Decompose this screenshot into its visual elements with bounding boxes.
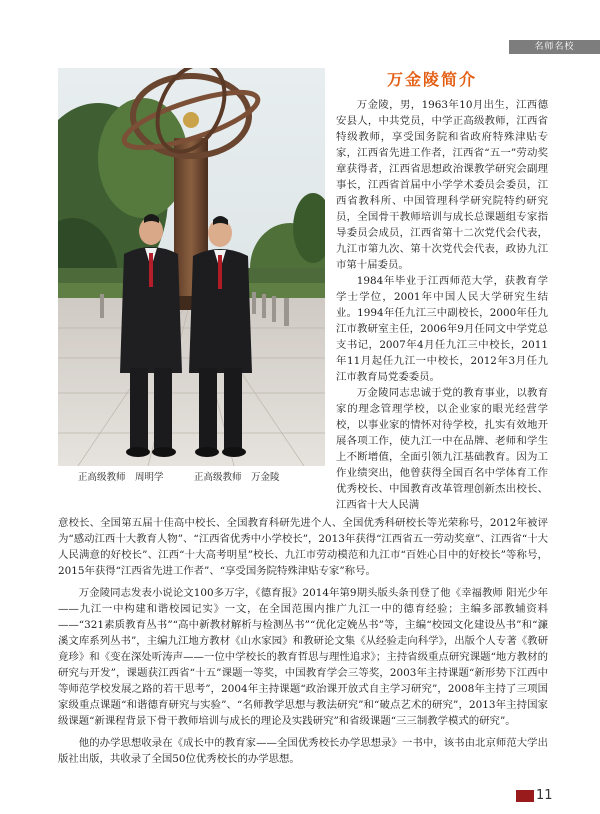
full-width-text [58,515,548,767]
caption-right: 正高级教师 万金陵 [194,472,280,483]
portrait-photo [58,68,325,466]
paragraph-honors: 意校长、全国第五届十佳高中校长、全国教育科研先进个人、全国优秀科研校长等光荣称号，2012年被评为“感动江西十大教育人物”、“江西省优秀中小学校长”，2013年获得“江西省五一劳动奖章”、江西省“十大人民满意的好校长”、江西“十大高考明星”校长、九江市劳动模范和九江市“百姓心目中的好校长”等称号，2015年获得“江西省先进工作者”、“享受国务院特殊津贴专家”称号。 [58,517,548,577]
caption-left: 正高级教师 周明学 [78,472,164,483]
paragraph-publications: 万金陵同志发表小说论文100多万字，《德育报》2014年第9期头版头条刊登了他《幸福教师 阳光少年——九江一中构建和谐校园记实》一文，在全国范围内推广九江一中的德育经验；主编多部教辅资料——“321素质教育丛书”“高中新教材解析与检测丛书”“优化定娩丛书”等，主编“校园文化建设丛书”和“濂溪文库系列丛书”，主编九江地方教材《山水家园》和教研论文集《从经验走向科学》，出版个人专著《教研竟珍》和《变在深处听涛声——一位中学校长的教育哲思与理性追求》；主持省级重点研究课题“地方教材的研究与开发”，课题获江西省“十五”课题一等奖，中国教育学会三等奖，2003年主持课题“新形势下江西中等师范学校发展之路的若干思考”，2004年主持课题“政治课开放式自主学习研究”，2008年主持了三项国家级重点课题“和谐德育研究与实验”、“名师教学思想与教法研究”和“破点艺术的研究”，2013年主持国家级课题“新课程背景下骨干教师培训与成长的理论及实践研究”和省级课题“三三制教学模式的研究”。 [58,587,548,727]
page-number-bar [516,790,534,802]
paragraph-achievements: 万金陵同志忠诚于党的教育事业，以教育家的理念管理学校，以企业家的眼光经营学校，以事业家的情怀对待学校，扎实有效地开展各项工作，使九江一中在品牌、老师和学生上不断增值，全面引领九江基础教育。因为工作业绩突出，他曾获得全国百名中学体育工作优秀校长、中国教育改革管理创新杰出校长、江西省十大人民满 [336,387,548,511]
paragraph-bio: 万金陵，男，1963年10月出生，江西德安县人，中共党员，中学正高级教师，江西省特级教师，享受国务院和省政府特殊津贴专家，江西省先进工作者，江西省“五一”劳动奖章获得者，江西省思想政治课教学研究会副理事长，江西省首届中小学学术委员会委员，江西省教科所、中国管理科学研究院特约研究员，全国骨干教师培训与成长总课题组专家指导委员会成员，江西省第十二次党代会代表，九江市第九次、第十次党代会代表，政协九江市第十届委员。 [336,99,548,271]
page-number: 11 [536,788,553,803]
article-title: 万金陵简介 [387,70,478,89]
paragraph-philosophy: 他的办学思想收录在《成长中的教育家——全国优秀校长办学思想录》一书中，该书由北京师范大学出版社出版，共收录了全国50位优秀校长的办学思想。 [58,737,548,765]
right-text-column [336,97,548,513]
photo-illustration [58,68,325,466]
paragraph-career: 1984年毕业于江西师范大学，获教育学学士学位，2001年中国人民大学研究生结业。1994年任九江三中副校长，2000年任九江市教研室主任，2006年9月任同文中学党总支书记，2007年4月任九江三中校长，2011年11月起任九江一中校长，2012年3月任九江市教育局党委委员。 [336,275,548,383]
photo-caption [58,471,325,485]
section-tag: 名师名校 [509,40,600,54]
